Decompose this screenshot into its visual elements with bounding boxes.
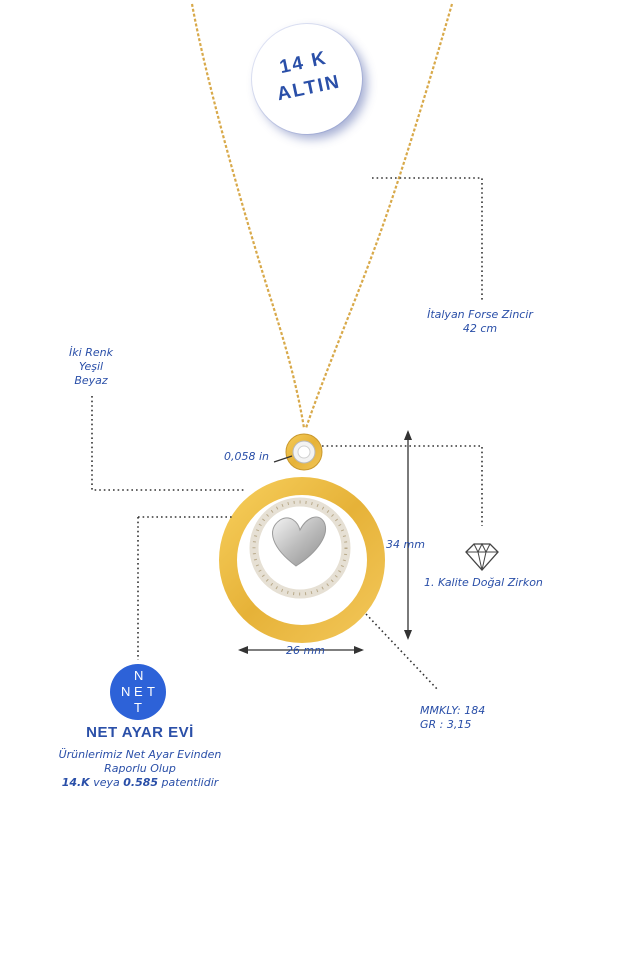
- logo-letter-t1: T: [147, 684, 155, 699]
- brand-desc-karat: 14.K: [61, 776, 90, 789]
- badge-karat: 14 K: [277, 47, 330, 79]
- diamond-icon: [466, 544, 498, 570]
- logo-letter-e: E: [134, 684, 143, 699]
- brand-desc-end: patentlidir: [158, 776, 219, 789]
- brand-desc-line2: Raporlu Olup: [104, 762, 176, 775]
- brand-desc-line3: [50, 776, 230, 790]
- stone-label: 1. Kalite Doğal Zirkon: [424, 576, 543, 589]
- mmkly-value: MMKLY: 184: [420, 704, 486, 717]
- colors-line1: İki Renk: [69, 346, 113, 359]
- height-label: 34 mm: [386, 538, 425, 551]
- badge-material: ALTIN: [275, 71, 343, 106]
- brand-description: [50, 748, 230, 790]
- brand-desc-or: veya: [89, 776, 124, 789]
- width-label: 26 mm: [286, 644, 325, 657]
- gram-value: GR : 3,15: [420, 718, 472, 731]
- brand-desc-line1: Ürünlerimiz Net Ayar Evinden: [58, 748, 222, 761]
- chain-label: [410, 308, 550, 336]
- heart: [273, 517, 326, 566]
- logo-letter-n2: N: [121, 684, 131, 699]
- chain-length: 42 cm: [462, 322, 498, 335]
- colors-line2: Yeşil: [78, 360, 104, 373]
- chain-name: İtalyan Forse Zincir: [427, 308, 533, 321]
- logo-letter-t2: T: [134, 700, 142, 715]
- colors-label: [56, 346, 126, 388]
- brand-name: NET AYAR EVİ: [86, 724, 194, 741]
- bail-size-label: 0,058 in: [224, 450, 270, 463]
- brand-desc-purity: 0.585: [123, 776, 159, 789]
- logo-letter-n1: N: [134, 668, 144, 683]
- weight-label: [420, 704, 485, 732]
- colors-line3: Beyaz: [74, 374, 108, 387]
- net-logo: [110, 664, 166, 720]
